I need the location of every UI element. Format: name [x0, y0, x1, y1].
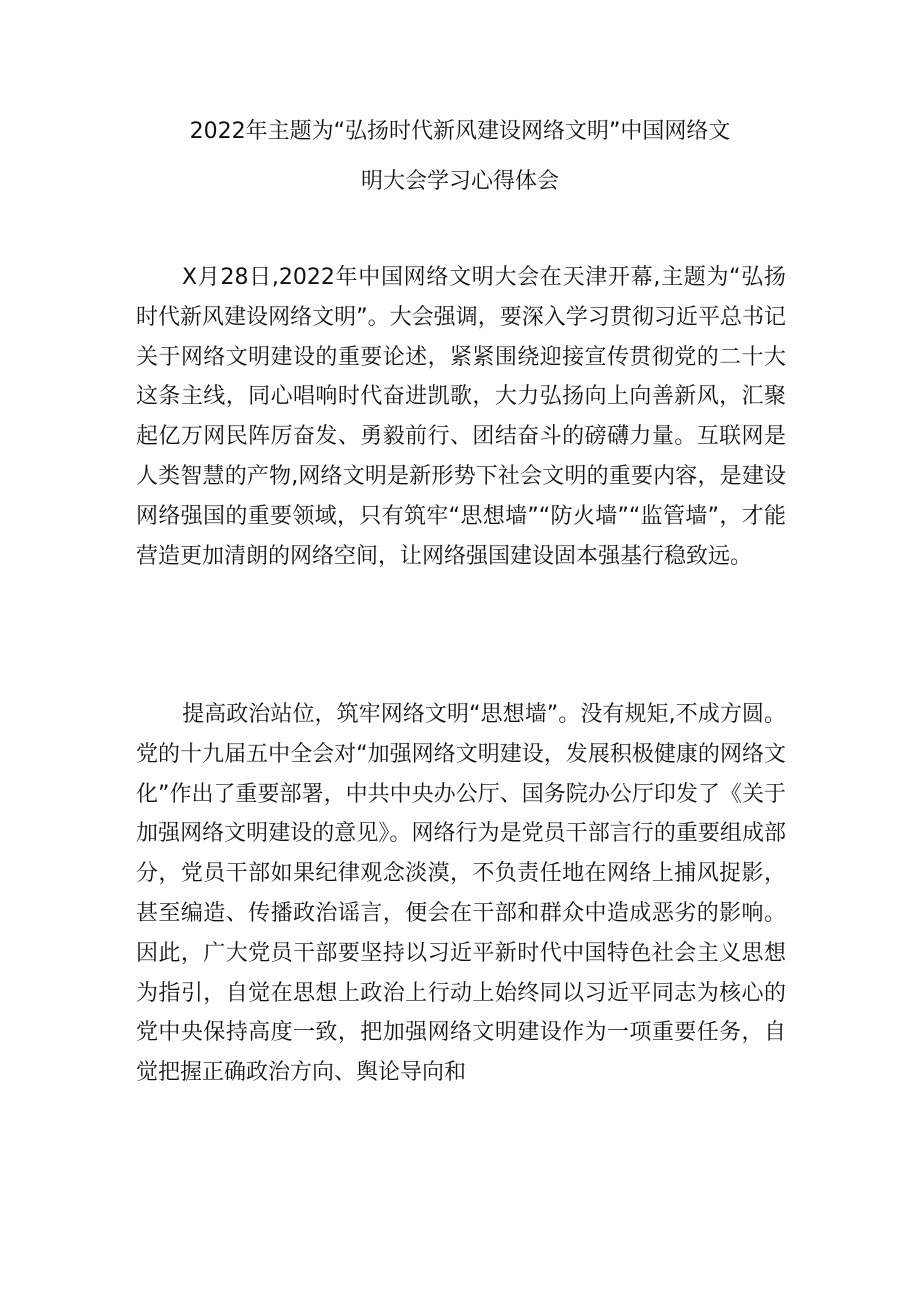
document-title-line-1: 2022年主题为“弘扬时代新风建设网络文明”中国网络文 [189, 119, 731, 144]
paragraph-text: X月28日,2022年中国网络文明大会在天津开幕,主题为“弘扬时代新风建设网络文明”。大会强调，要深入学习贯彻习近平总书记关于网络文明建设的重要论述，紧紧围绕迎接宣传贯彻党的二十大这条主线，同心唱响时代奋进凯歌，大力弘扬向上向善新风，汇聚起亿万网民阵厉奋发、勇毅前行、团结奋斗的磅礴力量。互联网是人类智慧的产物,网络文明是新形势下社会文明的重要内容，是建设网络强国的重要领域，只有筑牢“思想墙”“防火墙”“监管墙”，才能营造更加清朗的网络空间，让网络强国建设固本强基行稳致远。 [136, 265, 786, 569]
document-title-line-2: 明大会学习心得体会 [360, 169, 559, 194]
body-paragraph-2 [136, 695, 786, 1093]
body-paragraph-1 [136, 258, 786, 576]
paragraph-text: 提高政治站位，筑牢网络文明“思想墙”。没有规矩,不成方圆。党的十九届五中全会对“加强网络文明建设，发展积极健康的网络文化”作出了重要部署，中共中央办公厅、国务院办公厅印发了《关于加强网络文明建设的意见》。网络行为是党员干部言行的重要组成部分，党员干部如果纪律观念淡漠，不负责任地在网络上捕风捉影，甚至编造、传播政治谣言，便会在干部和群众中造成恶劣的影响。因此，广大党员干部要坚持以习近平新时代中国特色社会主义思想为指引，自觉在思想上政治上行动上始终同以习近平同志为核心的党中央保持高度一致，把加强网络文明建设作为一项重要任务，自觉把握正确政治方向、舆论导向和 [136, 702, 786, 1086]
